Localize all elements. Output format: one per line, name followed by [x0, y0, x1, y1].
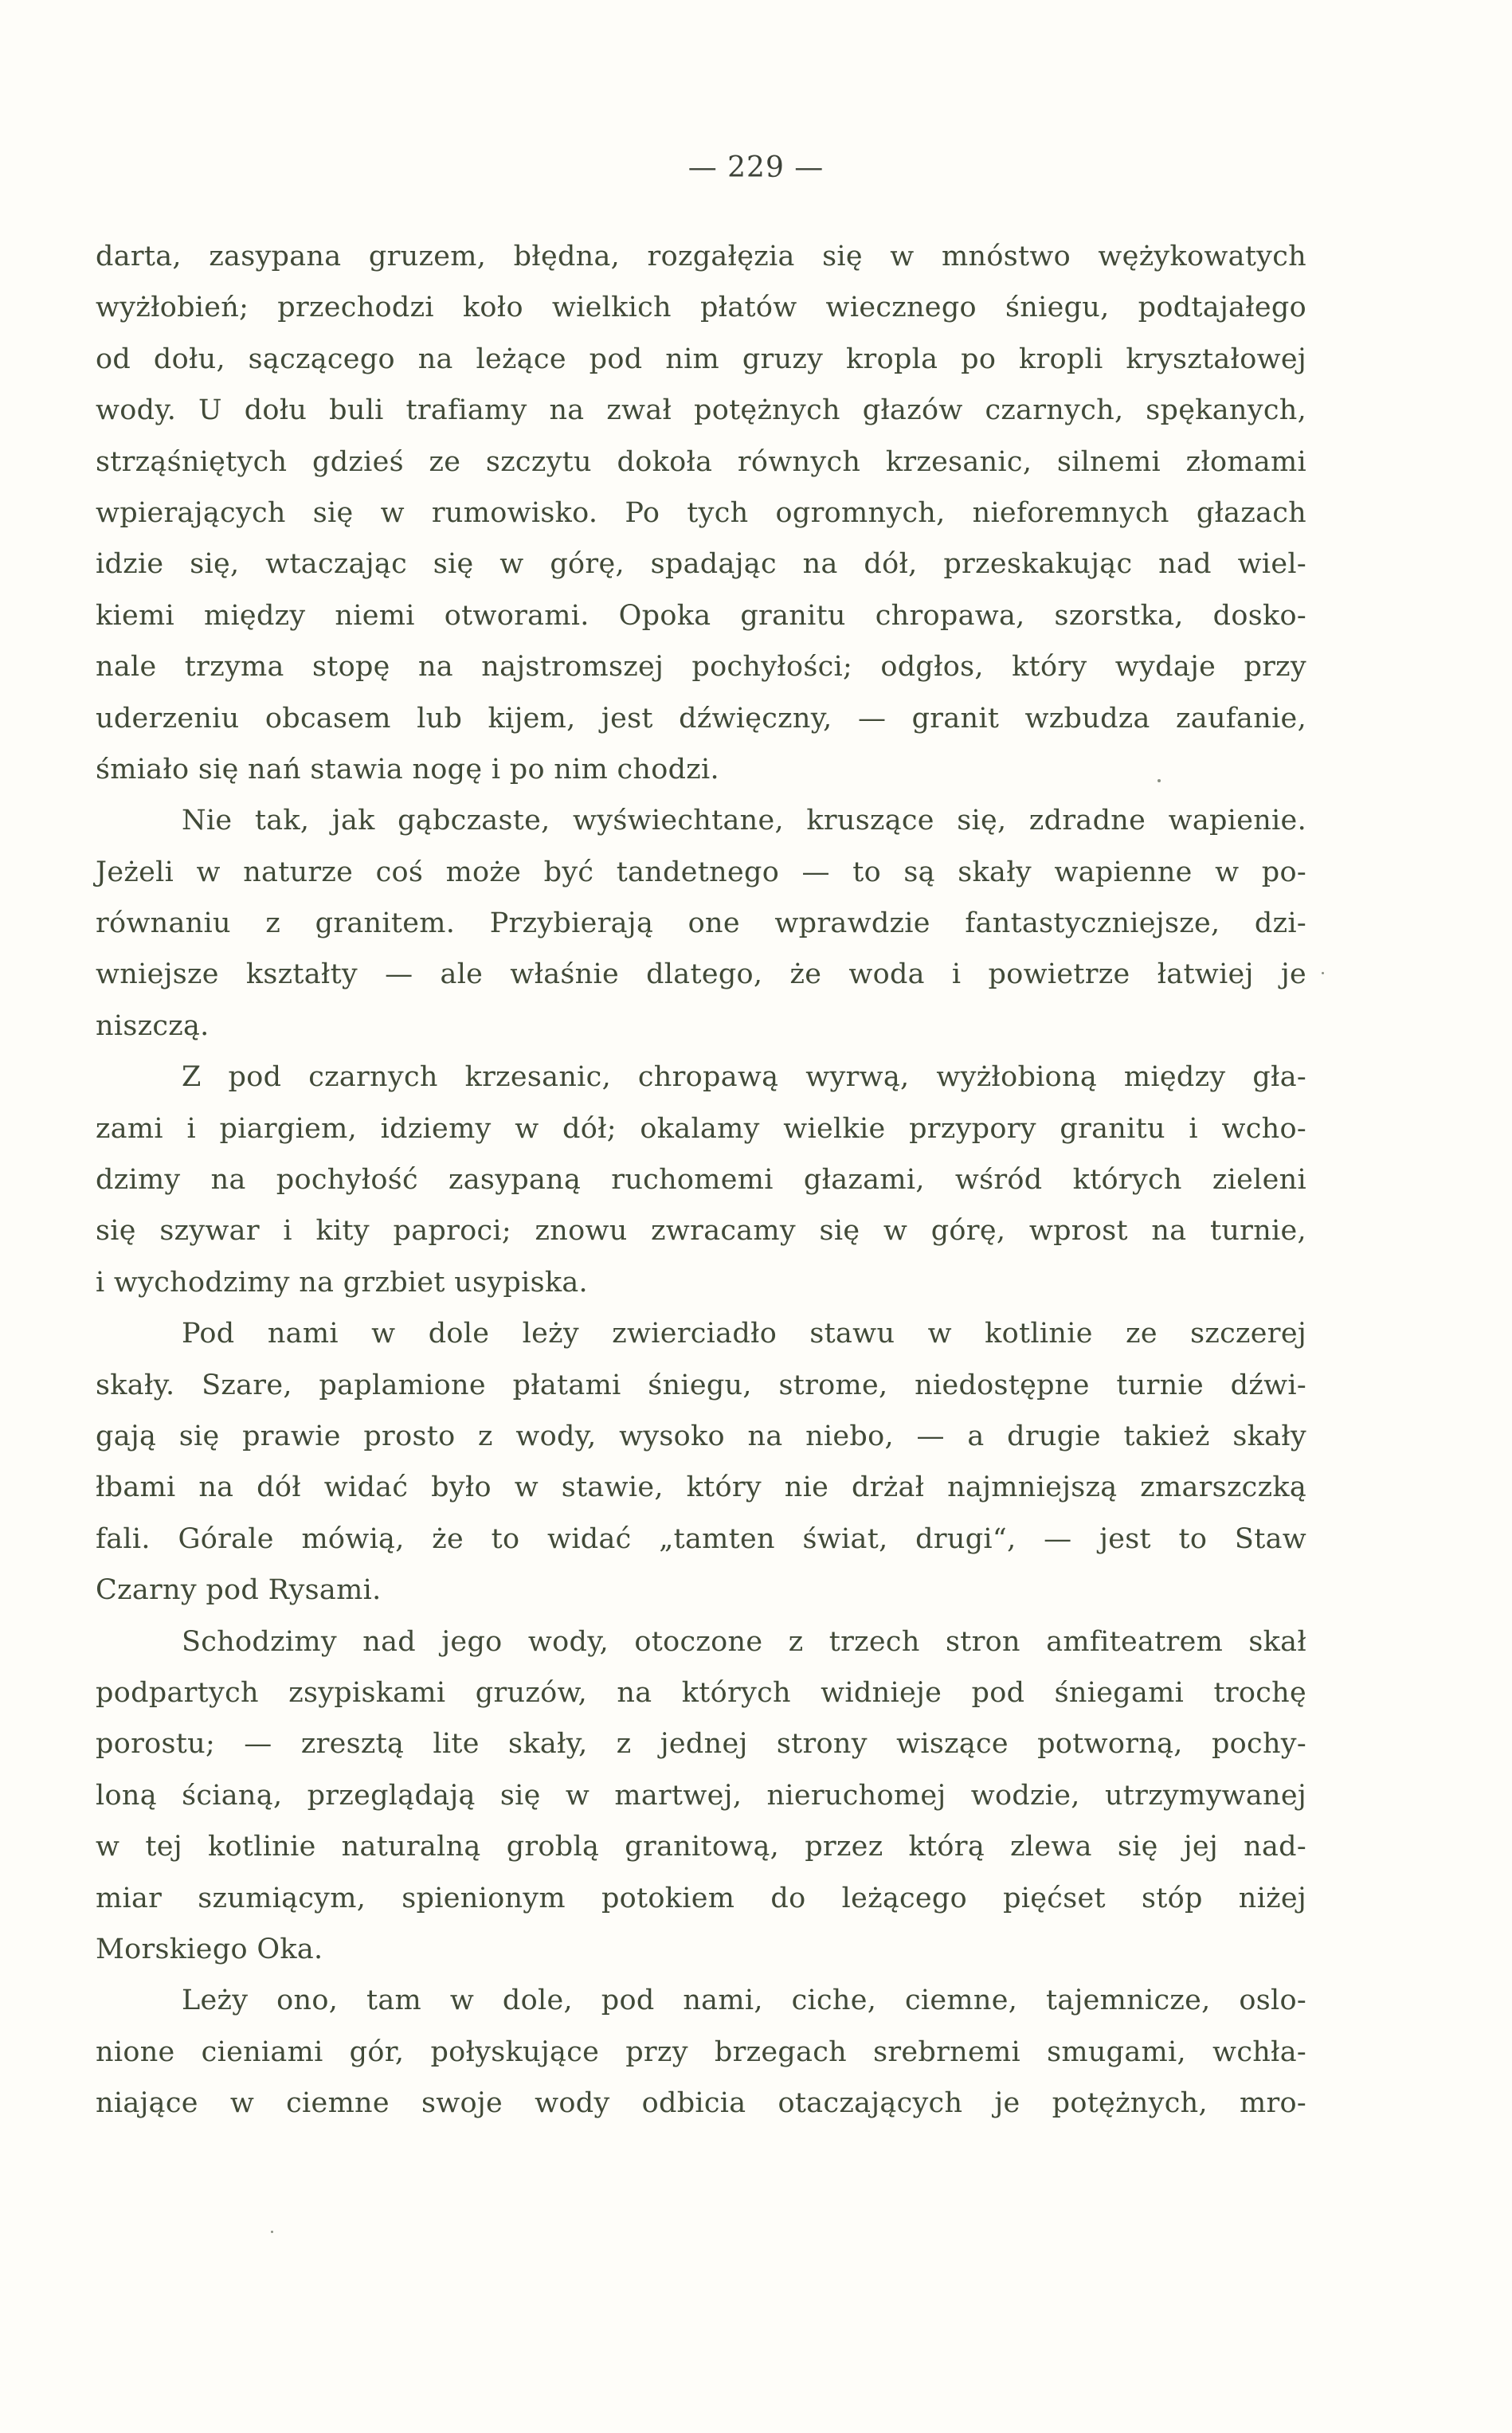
text-line: nione cieniami gór, połyskujące przy brzegach srebrnemi smugami, wchła-: [96, 2035, 1306, 2068]
text-line: dzimy na pochyłość zasypaną ruchomemi głazami, wśród których zieleni: [96, 1164, 1306, 1197]
text-line: miar szumiącym, spienionym potokiem do leżącego pięćset stóp niżej: [96, 1882, 1306, 1914]
text-line: wyżłobień; przechodzi koło wielkich płatów wiecznego śniegu, podtajałego: [96, 292, 1306, 324]
text-line: porostu; — zresztą lite skały, z jednej strony wiszące potworną, pochy-: [96, 1728, 1306, 1761]
text-line: wniejsze kształty — ale właśnie dlatego, że woda i powietrze łatwiej je: [96, 958, 1306, 991]
text-line: Pod nami w dole leży zwierciadło stawu w kotlinie ze szczerej: [182, 1318, 1306, 1350]
paper-speck: [1158, 779, 1161, 782]
text-line: uderzeniu obcasem lub kijem, jest dźwięczny, — granit wzbudza zaufanie,: [96, 702, 1306, 735]
text-line: łbami na dół widać było w stawie, który nie drżał najmniejszą zmarszczką: [96, 1471, 1306, 1504]
text-line: skały. Szare, paplamione płatami śniegu, strome, niedostępne turnie dźwi-: [96, 1369, 1306, 1401]
text-line: idzie się, wtaczając się w górę, spadając na dół, przeskakując nad wiel-: [96, 548, 1306, 581]
text-line: Leży ono, tam w dole, pod nami, ciche, ciemne, tajemnicze, oslo-: [182, 1984, 1306, 2017]
text-line: Z pod czarnych krzesanic, chropawą wyrwą, wyżłobioną między gła-: [182, 1061, 1306, 1094]
text-line: od dołu, sączącego na leżące pod nim gruzy kropla po kropli kryształowej: [96, 343, 1306, 375]
text-line: darta, zasypana gruzem, błędna, rozgałęzia się w mnóstwo wężykowatych: [96, 241, 1306, 272]
text-line: zami i piargiem, idziemy w dół; okalamy wielkie przypory granitu i wcho-: [96, 1112, 1306, 1145]
text-line: podpartych zsypiskami gruzów, na których widnieje pod śniegami trochę: [96, 1676, 1306, 1709]
text-line: śmiało się nań stawia nogę i po nim chodzi.: [96, 753, 719, 786]
text-line: Jeżeli w naturze coś może być tandetnego — to są skały wapienne w po-: [96, 856, 1306, 888]
text-line: równaniu z granitem. Przybierają one wprawdzie fantastyczniejsze, dzi-: [96, 907, 1306, 940]
text-line: wpierających się w rumowisko. Po tych ogromnych, nieforemnych głazach: [96, 496, 1306, 529]
text-line: loną ścianą, przeglądają się w martwej, nieruchomej wodzie, utrzymywanej: [96, 1779, 1306, 1812]
paper-speck: [271, 2231, 273, 2233]
text-line: Morskiego Oka.: [96, 1933, 323, 1965]
text-line: gają się prawie prosto z wody, wysoko na niebo, — a drugie takież skały: [96, 1420, 1306, 1452]
paper-speck: [1322, 972, 1324, 974]
text-line: fali. Górale mówią, że to widać „tamten świat, drugi“, — jest to Staw: [96, 1522, 1306, 1555]
text-line: strząśniętych gdzieś ze szczytu dokoła równych krzesanic, silnemi złomami: [96, 445, 1306, 478]
text-line: się szywar i kity paproci; znowu zwracamy się w górę, wprost na turnie,: [96, 1215, 1306, 1248]
text-line: Czarny pod Rysami.: [96, 1574, 382, 1607]
text-line: nale trzyma stopę na najstromszej pochyłości; odgłos, który wydaje przy: [96, 651, 1306, 684]
text-line: kiemi między niemi otworami. Opoka granitu chropawa, szorstka, dosko-: [96, 599, 1306, 632]
page-number-header: — 229 —: [687, 151, 825, 184]
text-line: Nie tak, jak gąbczaste, wyświechtane, kruszące się, zdradne wapienie.: [182, 805, 1306, 837]
text-line: Schodzimy nad jego wody, otoczone z trzech stron amfiteatrem skał: [182, 1625, 1306, 1658]
text-line: i wychodzimy na grzbiet usypiska.: [96, 1266, 588, 1299]
text-line: niszczą.: [96, 1009, 210, 1042]
text-line: w tej kotlinie naturalną groblą granitową, przez którą zlewa się jej nad-: [96, 1831, 1306, 1863]
body-text: [96, 231, 1306, 2129]
text-line: niające w ciemne swoje wody odbicia otaczających je potężnych, mro-: [96, 2087, 1306, 2120]
text-line: wody. U dołu buli trafiamy na zwał potężnych głazów czarnych, spękanych,: [96, 394, 1306, 427]
